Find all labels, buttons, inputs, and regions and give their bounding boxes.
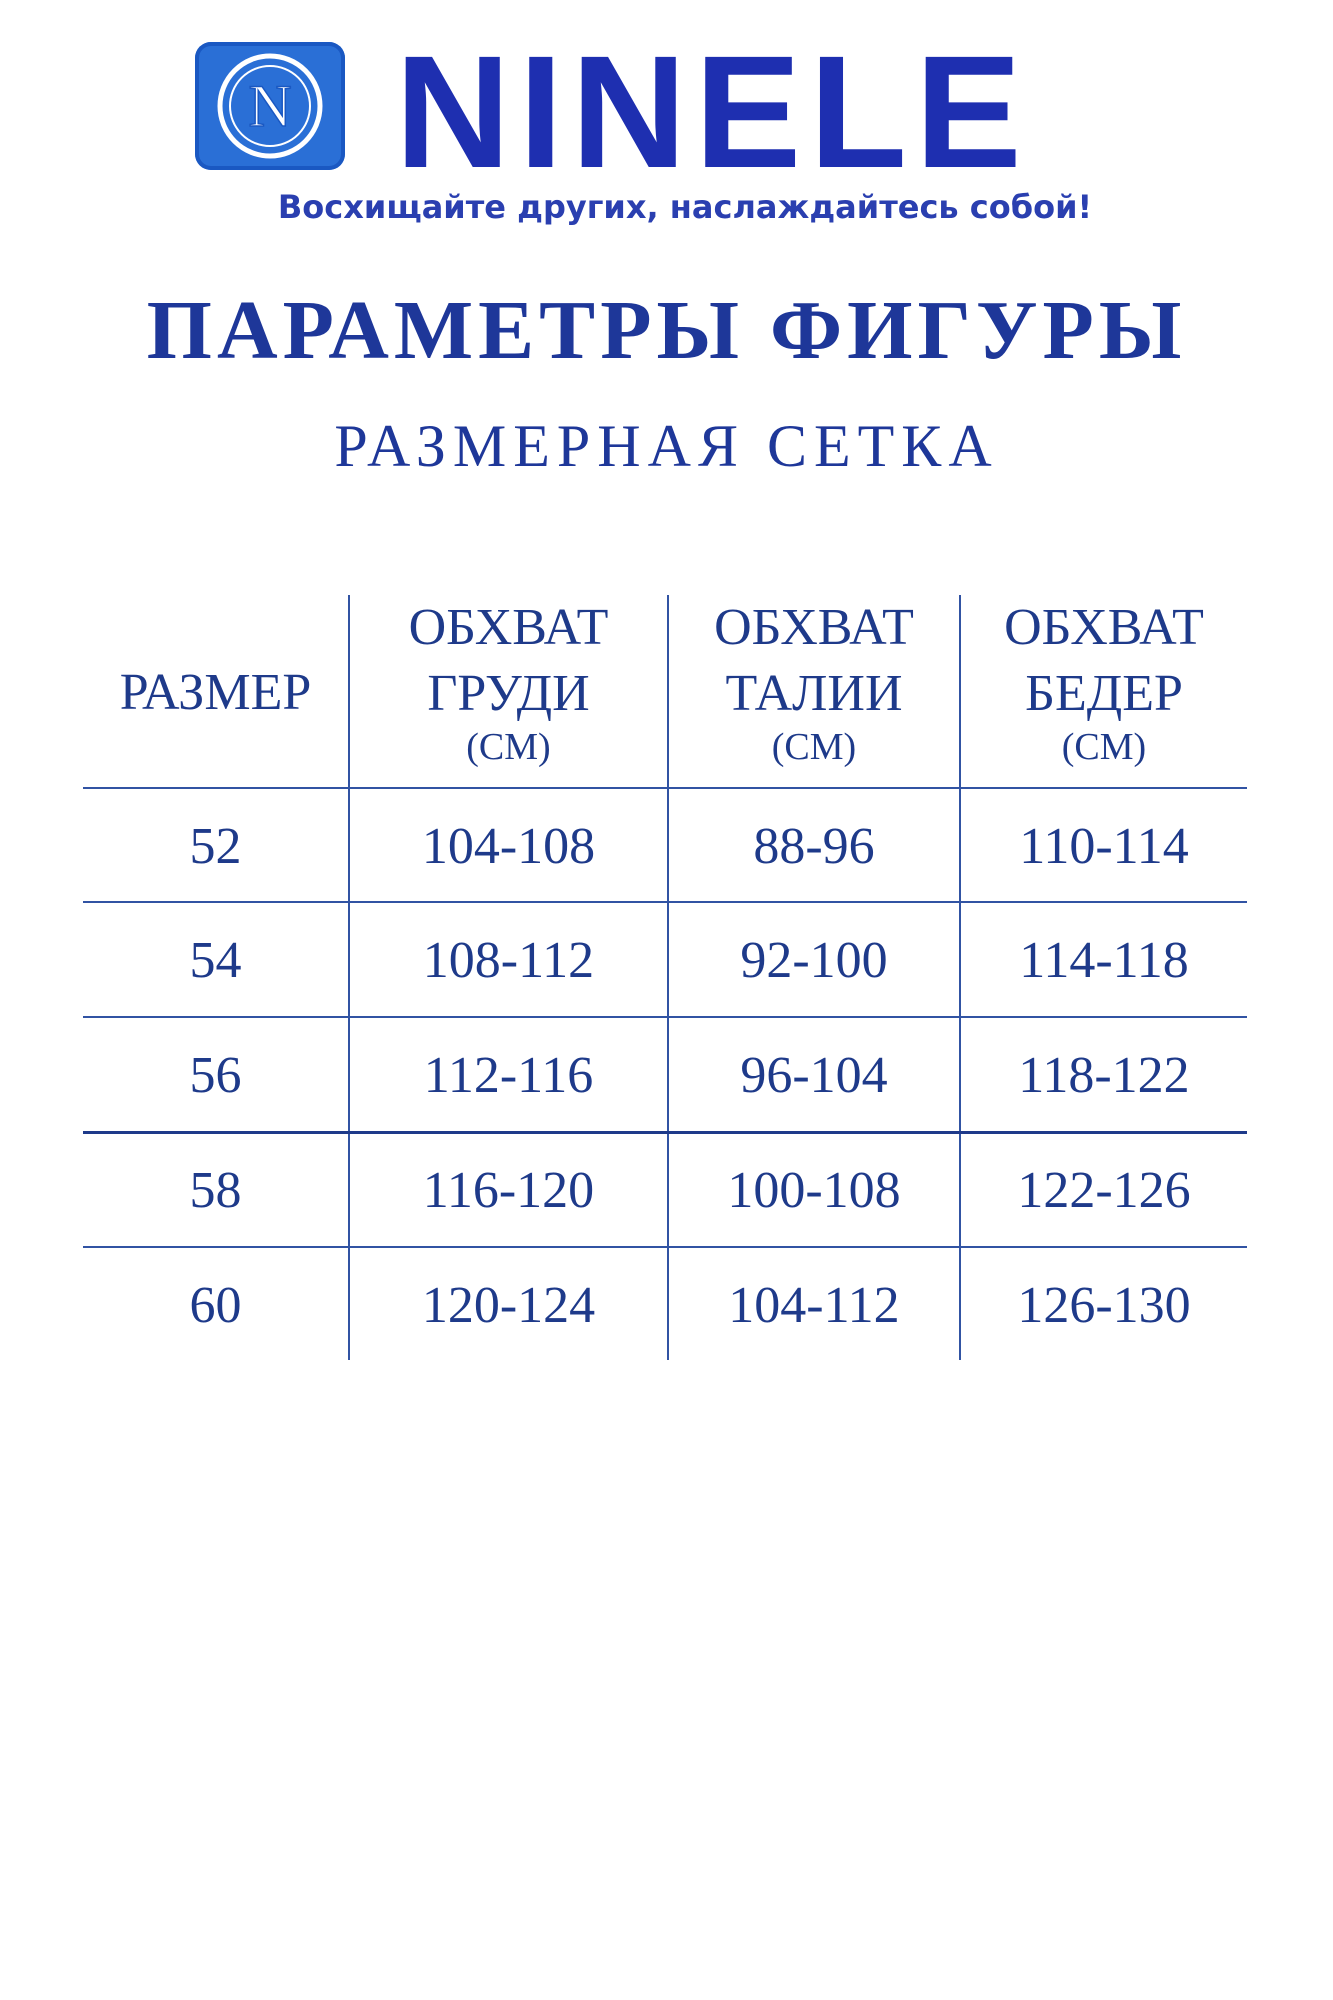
header-chest-line1: ОБХВАТ — [408, 599, 609, 656]
table-cell-chest: 112-116 — [423, 1047, 594, 1104]
table-cell-waist: 92-100 — [740, 932, 888, 989]
row-divider — [83, 1246, 1247, 1248]
table-cell-size: 60 — [189, 1277, 242, 1334]
table-cell-hips: 126-130 — [1017, 1277, 1191, 1334]
header-hips-line1: ОБХВАТ — [1004, 599, 1204, 656]
header-chest — [350, 595, 667, 767]
table-cell-size: 54 — [189, 932, 242, 989]
table-cell-hips: 114-118 — [1019, 932, 1189, 989]
table-cell-chest: 116-120 — [422, 1162, 595, 1219]
table-cell-waist: 104-112 — [728, 1277, 900, 1334]
table-cell-waist: 100-108 — [727, 1162, 901, 1219]
table-cell-hips: 110-114 — [1019, 818, 1189, 875]
table-cell-hips: 118-122 — [1018, 1047, 1190, 1104]
header-waist — [669, 595, 959, 767]
header-chest-line2: ГРУДИ — [427, 665, 590, 722]
table-cell-hips: 122-126 — [1017, 1162, 1191, 1219]
badge-letter: N — [248, 73, 292, 139]
header-chest-unit: (СМ) — [466, 726, 551, 768]
brand-logo — [195, 22, 1175, 240]
brand-tagline: Восхищайте других, наслаждайтесь собой! — [277, 188, 1093, 226]
row-divider — [83, 787, 1247, 789]
header-waist-line2: ТАЛИИ — [725, 665, 903, 722]
ninele-badge-icon — [195, 42, 345, 170]
row-divider — [83, 901, 1247, 903]
table-cell-waist: 88-96 — [753, 818, 875, 875]
size-table — [83, 595, 1247, 1360]
header-hips — [961, 595, 1247, 767]
table-cell-size: 58 — [189, 1162, 242, 1219]
header-waist-line1: ОБХВАТ — [714, 599, 914, 656]
table-cell-size: 56 — [189, 1047, 242, 1104]
table-cell-chest: 108-112 — [422, 932, 595, 989]
table-cell-size: 52 — [189, 818, 242, 875]
table-cell-chest: 120-124 — [421, 1277, 596, 1334]
brand-name: NINELE — [395, 22, 1030, 201]
table-cell-waist: 96-104 — [740, 1047, 888, 1104]
table-cell-chest: 104-108 — [421, 818, 596, 875]
row-divider — [83, 1131, 1247, 1134]
row-divider — [83, 1016, 1247, 1018]
header-size-label: РАЗМЕР — [119, 664, 312, 721]
header-hips-unit: (СМ) — [1061, 726, 1147, 768]
header-size — [83, 660, 348, 726]
header-waist-unit: (СМ) — [771, 726, 857, 768]
page-subtitle: РАЗМЕРНАЯ СЕТКА — [334, 413, 999, 479]
header-hips-line2: БЕДЕР — [1025, 665, 1183, 722]
page-title: ПАРАМЕТРЫ ФИГУРЫ — [146, 284, 1187, 377]
